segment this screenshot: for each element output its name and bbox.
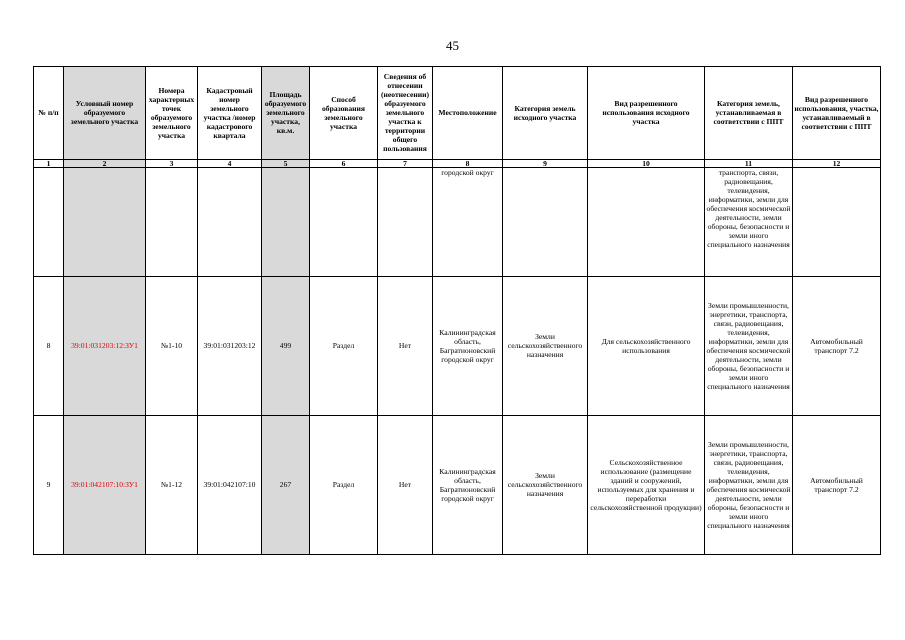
column-number: 2: [64, 159, 146, 167]
header-cell: Условный номер образуемого земельного участка: [64, 67, 146, 160]
header-cell: Площадь образуемого земельного участка, кв.м.: [262, 67, 310, 160]
conditional-number-cell: 39:01:031203:12:ЗУ1: [64, 276, 146, 415]
row-number: 9: [34, 415, 64, 554]
column-number: 9: [503, 159, 588, 167]
header-cell: Местоположение: [433, 67, 503, 160]
table-cell: [64, 167, 146, 276]
table-cell: [378, 167, 433, 276]
location-cell: городской округ: [433, 167, 503, 276]
table-cell: [34, 167, 64, 276]
column-number: 10: [588, 159, 705, 167]
table-cell: [503, 167, 588, 276]
points-cell: №1-10: [146, 276, 198, 415]
column-number-row: [34, 159, 881, 167]
cadastral-cell: 39:01:031203:12: [198, 276, 262, 415]
category-source-cell: Земли сельскохозяйственного назначения: [503, 415, 588, 554]
column-number: 7: [378, 159, 433, 167]
points-cell: №1-12: [146, 415, 198, 554]
table-cell: [793, 167, 881, 276]
header-cell: Вид разрешенного использования исходного участка: [588, 67, 705, 160]
column-number: 5: [262, 159, 310, 167]
category-ppt-cell: Земли промышленности, энергетики, транспорта, связи, радиовещания, телевидения, информатики, земли для обеспечения космической деятельности, земли обороны, безопасности и земли иного специального назначения: [705, 276, 793, 415]
category-ppt-cell: Земли промышленности, энергетики, транспорта, связи, радиовещания, телевидения, информатики, земли для обеспечения космической деятельности, земли обороны, безопасности и земли иного специального назначения: [705, 415, 793, 554]
column-number: 12: [793, 159, 881, 167]
area-cell: 267: [262, 415, 310, 554]
category-source-cell: Земли сельскохозяйственного назначения: [503, 276, 588, 415]
header-cell: Вид разрешенного использования, участка, устанавливаемый в соответствии с ППТ: [793, 67, 881, 160]
table-cell: [310, 167, 378, 276]
category-ppt-cell: транспорта, связи, радиовещания, телевидения, информатики, земли для обеспечения космической деятельности, земли обороны, безопасности и земли иного специального назначения: [705, 167, 793, 276]
continuation-row: [34, 167, 881, 276]
land-plots-table: [33, 66, 881, 555]
column-number: 4: [198, 159, 262, 167]
use-ppt-cell: Автомобильный транспорт 7.2: [793, 415, 881, 554]
table-row: [34, 276, 881, 415]
header-cell: Кадастровый номер земельного участка /номер кадастрового квартала: [198, 67, 262, 160]
table-cell: [588, 167, 705, 276]
header-cell: № п/п: [34, 67, 64, 160]
location-cell: Калининградская область, Багратионовский городской округ: [433, 276, 503, 415]
column-number: 11: [705, 159, 793, 167]
use-source-cell: Для сельскохозяйственного использования: [588, 276, 705, 415]
use-ppt-cell: Автомобильный транспорт 7.2: [793, 276, 881, 415]
table-row: [34, 415, 881, 554]
table-cell: [146, 167, 198, 276]
column-number: 6: [310, 159, 378, 167]
table-cell: [198, 167, 262, 276]
area-cell: 499: [262, 276, 310, 415]
header-cell: Сведения об отнесении (неотнесении) образуемого земельного участка к территории общего пользования: [378, 67, 433, 160]
header-cell: Категория земель исходного участка: [503, 67, 588, 160]
column-number: 1: [34, 159, 64, 167]
row-number: 8: [34, 276, 64, 415]
location-cell: Калининградская область, Багратионовский городской округ: [433, 415, 503, 554]
page-number: 45: [446, 38, 459, 53]
column-number: 8: [433, 159, 503, 167]
conditional-number-cell: 39:01:042107:10:ЗУ1: [64, 415, 146, 554]
method-cell: Раздел: [310, 415, 378, 554]
public-use-cell: Нет: [378, 276, 433, 415]
use-source-cell: Сельскохозяйственное использование (размещение зданий и сооружений, используемых для хранения и переработки сельскохозяйственной продукции): [588, 415, 705, 554]
header-cell: Категория земель, устанавливаемая в соответствии с ППТ: [705, 67, 793, 160]
header-cell: Способ образования земельного участка: [310, 67, 378, 160]
header-cell: Номера характерных точек образуемого земельного участка: [146, 67, 198, 160]
table-cell: [262, 167, 310, 276]
cadastral-cell: 39:01:042107:10: [198, 415, 262, 554]
public-use-cell: Нет: [378, 415, 433, 554]
column-number: 3: [146, 159, 198, 167]
header-row: [34, 67, 881, 160]
method-cell: Раздел: [310, 276, 378, 415]
